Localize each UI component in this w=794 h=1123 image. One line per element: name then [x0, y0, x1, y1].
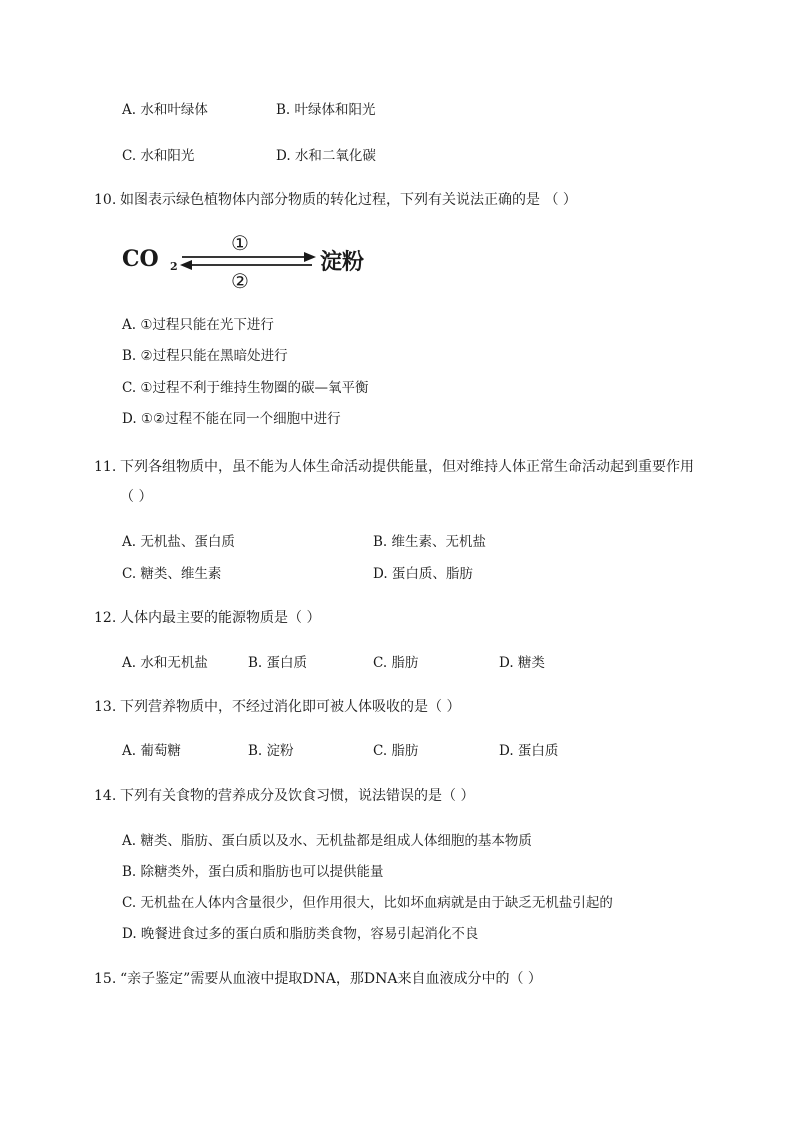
q13-stem-text: 下列营养物质中，不经过消化即可被人体吸收的是（ ） [120, 699, 461, 715]
q13-option-a: A. 葡萄糖 [122, 743, 181, 759]
q11-option-d: D. 蛋白质、脂肪 [373, 566, 473, 582]
co2-starch-diagram [120, 232, 390, 292]
q13-option-d: D. 蛋白质 [499, 743, 559, 759]
q13-number: 13. [94, 699, 117, 715]
q10-stem-text: 如图表示绿色植物体内部分物质的转化过程，下列有关说法正确的是 （ ） [120, 192, 577, 208]
q9-option-d: D. 水和二氧化碳 [276, 148, 376, 164]
q14-option-c: C. 无机盐在人体内含量很少，但作用很大，比如坏血病就是由于缺乏无机盐引起的 [122, 895, 613, 911]
q15-stem-text: “亲子鉴定”需要从血液中提取DNA，那DNA来自血液成分中的（ ） [120, 971, 542, 987]
q10-number: 10. [94, 192, 117, 208]
q15-number: 15. [94, 971, 117, 987]
q10-option-d: D. ①②过程不能在同一个细胞中进行 [122, 411, 341, 427]
q11-stem-text: 下列各组物质中，虽不能为人体生命活动提供能量，但对维持人体正常生命活动起到重要作用 [120, 459, 694, 475]
q13-stem [94, 698, 460, 716]
q12-stem-text: 人体内最主要的能源物质是（ ） [120, 610, 321, 626]
starch-label: 淀粉 [320, 249, 365, 275]
q9-option-b: B. 叶绿体和阳光 [276, 102, 376, 118]
q14-option-d: D. 晚餐进食过多的蛋白质和脂肪类食物，容易引起消化不良 [122, 926, 479, 942]
q12-number: 12. [94, 610, 117, 626]
q10-option-c: C. ①过程不利于维持生物圈的碳—氧平衡 [122, 380, 369, 396]
q11-answer-blank: （ ） [120, 489, 153, 505]
q14-option-a: A. 糖类、脂肪、蛋白质以及水、无机盐都是组成人体细胞的基本物质 [122, 833, 532, 849]
q14-stem-text: 下列有关食物的营养成分及饮食习惯，说法错误的是（ ） [120, 788, 475, 804]
q11-option-a: A. 无机盐、蛋白质 [122, 534, 235, 550]
q12-option-d: D. 糖类 [499, 655, 545, 671]
q10-option-a: A. ①过程只能在光下进行 [122, 317, 274, 333]
q12-option-a: A. 水和无机盐 [122, 655, 208, 671]
q13-option-b: B. 淀粉 [248, 743, 294, 759]
q11-stem [94, 458, 694, 476]
q10-stem [94, 191, 577, 209]
q14-stem [94, 787, 474, 805]
process-2-label: ② [231, 269, 249, 293]
q15-stem [94, 970, 542, 988]
q13-option-c: C. 脂肪 [373, 743, 419, 759]
q10-option-b: B. ②过程只能在黑暗处进行 [122, 348, 288, 364]
q11-option-b: B. 维生素、无机盐 [373, 534, 487, 550]
co2-label: CO [122, 246, 159, 272]
q14-option-b: B. 除糖类外，蛋白质和脂肪也可以提供能量 [122, 864, 384, 880]
q14-number: 14. [94, 788, 117, 804]
process-1-label: ① [231, 231, 249, 255]
q9-option-c: C. 水和阳光 [122, 148, 195, 164]
q11-number: 11. [94, 459, 117, 475]
forward-arrowhead [304, 252, 316, 262]
co2-subscript: 2 [170, 260, 178, 273]
q11-option-c: C. 糖类、维生素 [122, 566, 222, 582]
q12-option-c: C. 脂肪 [373, 655, 419, 671]
conversion-diagram-svg [120, 232, 390, 292]
q12-option-b: B. 蛋白质 [248, 655, 308, 671]
q12-stem [94, 609, 320, 627]
backward-arrowhead [180, 260, 192, 270]
q9-option-a: A. 水和叶绿体 [122, 102, 208, 118]
